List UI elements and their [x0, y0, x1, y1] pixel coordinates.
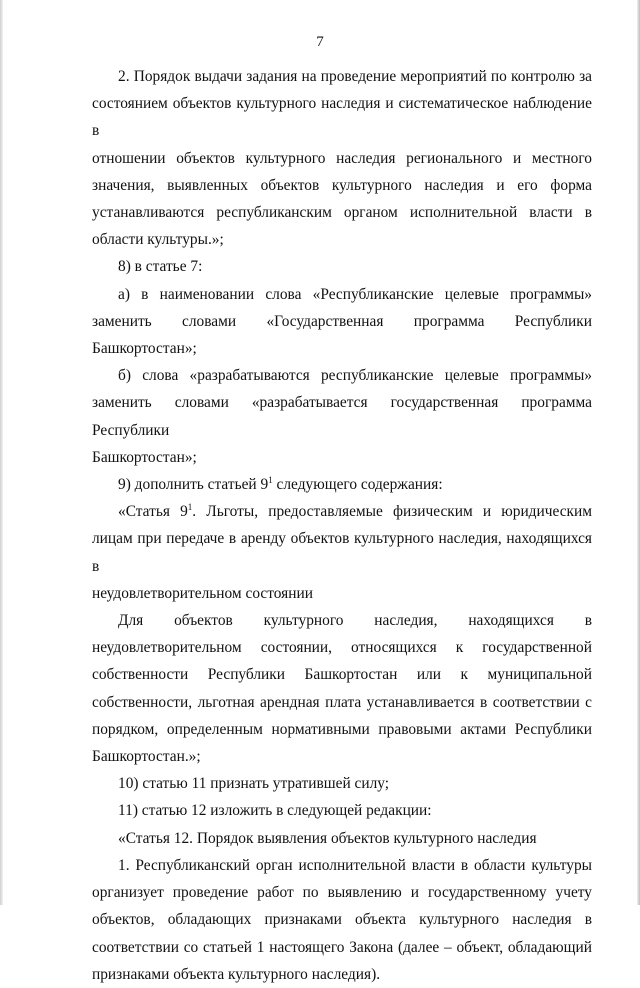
text-line	[92, 471, 592, 498]
paragraph-article-12-part-1	[92, 852, 592, 988]
text-line: а) в наименовании слова «Республиканские целевые программы»	[118, 285, 592, 303]
paragraph-item-11	[92, 797, 592, 824]
text-line: признаками объекта культурного наследия).	[92, 965, 381, 983]
text-line: неудовлетворительном состоянии, относящихся к государственной	[92, 639, 592, 657]
text-line: 11) статью 12 изложить в следующей редакции:	[118, 802, 432, 820]
text-line: устанавливаются республиканским органом исполнительной власти в	[92, 204, 592, 222]
text-line: организует проведение работ по выявлению и государственному учету	[92, 884, 592, 902]
text-line: области культуры.»;	[92, 231, 224, 249]
paragraph-subitem-b	[92, 362, 592, 471]
paragraph-item-8	[92, 253, 592, 280]
paragraph-order-issuance	[92, 63, 592, 253]
paragraph-item-9	[92, 471, 592, 498]
paragraph-rent-benefit	[92, 607, 592, 770]
article-heading: «Статья 9	[118, 503, 188, 521]
document-body	[92, 63, 592, 988]
text-line: б) слова «разрабатываются республиканские целевые программы»	[118, 367, 592, 385]
text-line: заменить словами «Государственная программа Республики Башкортостан»;	[92, 312, 592, 358]
text-line: значения, выявленных объектов культурного наследия и его форма	[92, 176, 592, 194]
text-line: состоянием объектов культурного наследия и систематическое наблюдение в	[92, 95, 592, 140]
page-number: 7	[316, 34, 324, 50]
text-line: объектов, обладающих признаками объекта культурного наследия в	[92, 911, 592, 929]
scan-edge-left	[0, 0, 3, 905]
text-line: лицам при передаче в аренду объектов культурного наследия, находящихся в	[92, 530, 592, 575]
text-line: соответствии со статьей 1 настоящего Закона (далее – объект, обладающий	[92, 938, 592, 956]
text-line: Для объектов культурного наследия, находящихся в	[118, 612, 592, 630]
superscript: 1	[187, 502, 193, 513]
text-fragment: . Льготы, предоставляемые физическим и юридическим	[192, 503, 592, 521]
text-line: 2. Порядок выдачи задания на проведение мероприятий по контролю за	[118, 68, 592, 85]
article-heading: «Статья 12. Порядок выявления объектов культурного наследия	[118, 829, 537, 847]
paragraph-article-12-heading	[92, 825, 592, 852]
text-line: 10) статью 11 признать утратившей силу;	[118, 775, 390, 793]
text-line: Башкортостан»;	[92, 448, 197, 466]
text-line: порядком, определенным нормативными правовыми актами Республики	[92, 720, 592, 738]
paragraph-article-9-1	[92, 498, 592, 607]
text-line: неудовлетворительном состоянии	[92, 584, 313, 602]
text-line: заменить словами «разрабатывается государственная программа Республики	[92, 394, 592, 439]
paragraph-item-10	[92, 770, 592, 797]
text-line: 8) в статье 7:	[118, 258, 203, 276]
paragraph-subitem-a	[92, 281, 592, 363]
superscript: 1	[268, 474, 273, 485]
text-line: собственности Республики Башкортостан или к муниципальной	[92, 666, 592, 684]
text-fragment: 9) дополнить статьей 9	[118, 476, 269, 494]
text-line: Башкортостан.»;	[92, 748, 201, 766]
text-line: 1. Республиканский орган исполнительной власти в области культуры	[118, 856, 592, 874]
text-line: собственности, льготная арендная плата устанавливается в соответствии с	[92, 693, 592, 711]
text-line: отношении объектов культурного наследия регионального и местного	[92, 149, 592, 167]
text-fragment: следующего содержания:	[272, 476, 443, 494]
text-line	[92, 498, 592, 525]
